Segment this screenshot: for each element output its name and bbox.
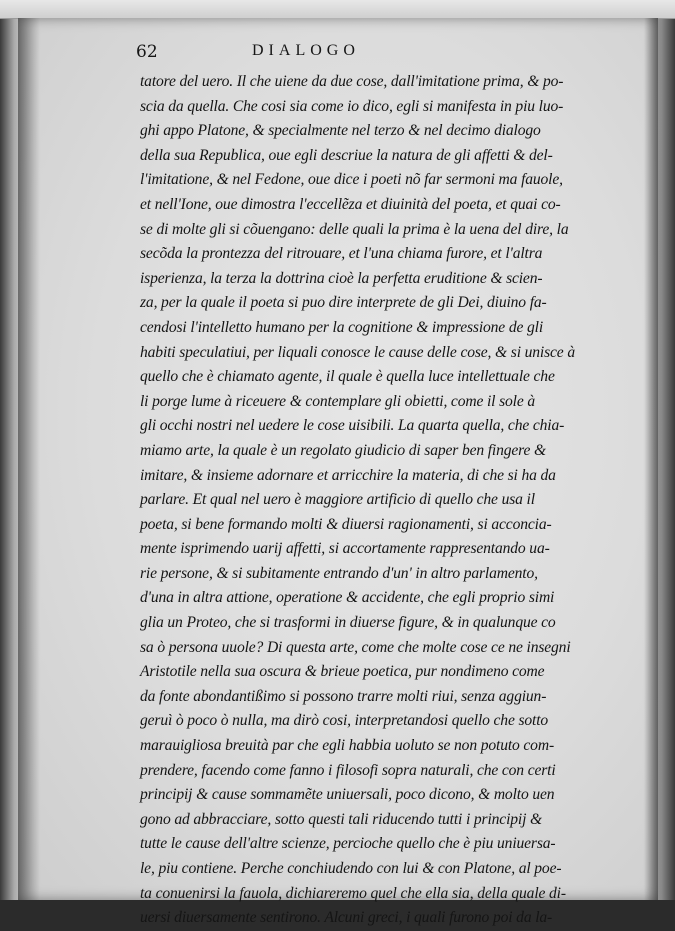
text-line: geruì ò poco ò nulla, ma dirò cosi, interpretandosi quello che sotto	[140, 712, 549, 730]
text-line: cendosi l'intelletto humano per la cognitione & impressione de gli	[140, 318, 543, 336]
text-line: principij & cause sommamẽte uniuersali, poco dicono, & molto uen	[140, 786, 555, 804]
text-line: marauigliosa breuità par che egli habbia uoluto se non potuto com-	[140, 737, 554, 755]
text-line: sa ò persona uuole? Di questa arte, come che molte cose ce ne insegni	[140, 638, 571, 656]
text-line: miamo arte, la quale è un regolato giudicio di saper ben fingere &	[140, 441, 547, 459]
text-line: d'una in altra attione, operatione & accidente, che egli proprio simi	[140, 589, 555, 607]
body-text	[140, 70, 595, 931]
text-line: mente isprimendo uarij affetti, si accortamente rappresentando ua-	[140, 540, 550, 558]
text-line: li porge lume à riceuere & contemplare gli obietti, come il sole à	[140, 392, 536, 410]
text-line: poeta, si bene formando molti & diuersi ragionamenti, si acconcia-	[140, 515, 552, 533]
text-line: da fonte abondantißimo si possono trarre molti riui, senza aggiun-	[140, 687, 547, 705]
text-line: rie persone, & si subitamente entrando d'un' in altro parlamento,	[140, 564, 538, 582]
text-line: uersi diuersamente sentirono. Alcuni greci, i quali furono poi da la-	[140, 909, 553, 927]
facing-page-edge	[0, 0, 675, 19]
spine-shadow	[18, 18, 40, 900]
text-line: quello che è chiamato agente, il quale è quella luce intellettuale che	[140, 368, 555, 386]
text-line: habiti speculatiui, per liquali conosce le cause delle cose, & si unisce à	[140, 343, 575, 361]
text-line: tatore del uero. Il che uiene da due cose, dall'imitatione prima, & po-	[140, 73, 564, 90]
text-line: scia da quella. Che cosi sia come io dico, egli si manifesta in piu luo-	[140, 97, 564, 115]
text-line: za, per la quale il poeta si puo dire interprete de gli Dei, diuino fa-	[140, 294, 547, 312]
text-line: parlare. Et qual nel uero è maggiore artificio di quello che usa il	[140, 491, 535, 509]
text-line: tutte le cause dell'altre scienze, percioche quello che è piu uniuersa-	[140, 835, 556, 853]
text-line: imitare, & insieme adornare et arricchire la materia, di che si ha da	[140, 466, 556, 484]
text-line: isperienza, la terza la dottrina cioè la perfetta eruditione & scien-	[140, 269, 543, 287]
text-line: prendere, facendo come fanno i filosofi sopra naturali, che con certi	[140, 761, 556, 779]
page-edge-shadow	[644, 18, 658, 900]
text-line: se di molte gli si cõuengano: delle quali la prima è la uena del dire, la	[140, 220, 569, 238]
text-line: gli occhi nostri nel uedere le cose uisibili. La quarta quella, che chia-	[140, 417, 565, 435]
running-head: DIALOGO	[252, 42, 360, 59]
text-line: secõda la prontezza del ritrouare, et l'una chiama furore, et l'altra	[140, 245, 543, 263]
text-line: ghi appo Platone, & specialmente nel terzo & nel decimo dialogo	[140, 122, 541, 140]
text-line: et nell'Ione, oue dimostra l'eccellẽza et diuinità del poeta, et quai co-	[140, 195, 561, 213]
text-line: le, piu contiene. Perche conchiudendo con lui & con Platone, al poe-	[140, 860, 562, 877]
text-line: gono ad abbracciare, sotto questi tali riducendo tutti i principij &	[140, 810, 542, 828]
text-line: l'imitatione, & nel Fedone, oue dice i poeti nõ far sermoni ma fauole,	[140, 171, 563, 189]
text-line: Aristotile nella sua oscura & brieue poetica, pur nondimeno come	[140, 663, 545, 681]
text-line: ta conuenirsi la fauola, dichiareremo quel che ella sia, della quale di-	[140, 884, 566, 902]
page-number: 62	[136, 42, 158, 62]
text-line: glia un Proteo, che si trasformi in diuerse figure, & in qualunque co	[140, 614, 556, 632]
text-line: della sua Republica, oue egli descriue la natura de gli affetti & del-	[140, 146, 553, 164]
